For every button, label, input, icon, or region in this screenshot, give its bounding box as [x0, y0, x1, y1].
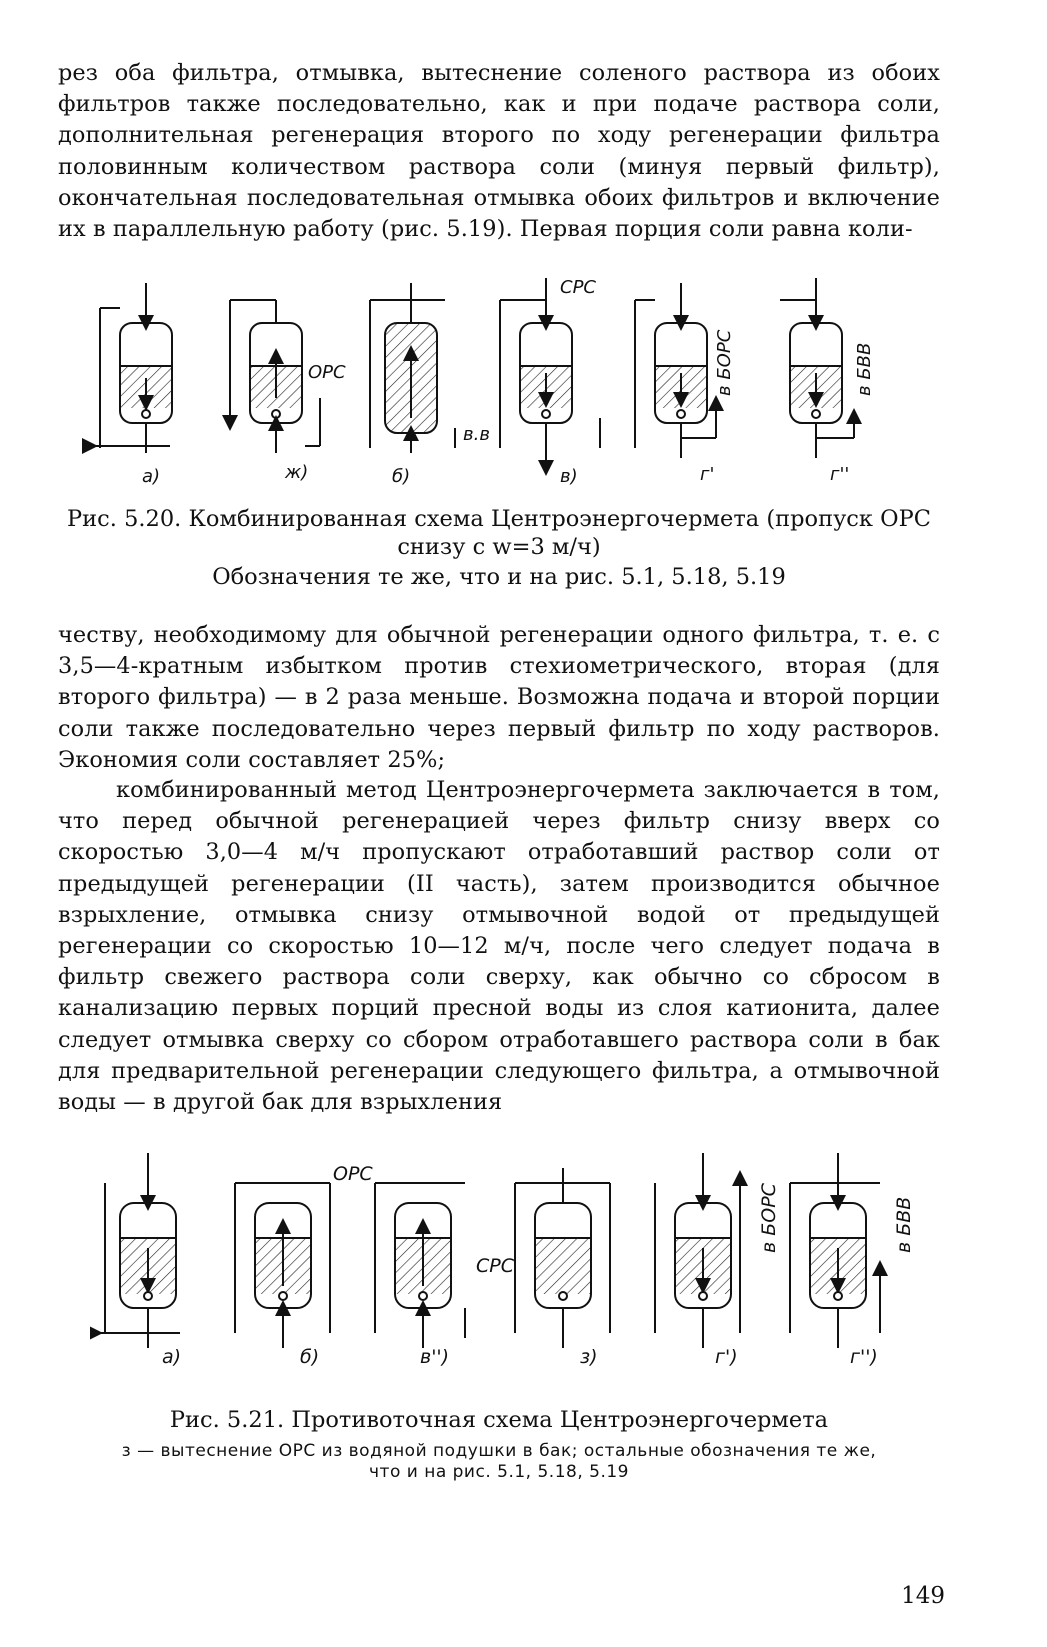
- label-b: б): [392, 466, 411, 487]
- figure-5-21-caption-line3: что и на рис. 5.1, 5.18, 5.19: [369, 1462, 629, 1482]
- paragraph-top: рез оба фильтра, отмывка, вытеснение соленого раствора из обоих фильтров также последовательно, как и при подаче раствора соли, дополнительная регенерация второго по ходу регенерации фильтра половинным количеством раствора соли (минуя первый фильтр), окончательная последовательная отмывка обоих фильтров и включение их в параллельную работу (рис. 5.19). Первая порция соли равна коли-: [58, 60, 940, 243]
- figure-5-20-caption-line2: снизу с w=3 м/ч): [397, 534, 601, 560]
- vessel2-a: [95, 1153, 180, 1348]
- paragraph-middle: честву, необходимому для обычной регенерации одного фильтра, т. е. с 3,5—4-кратным избытком против стехиометрического, вторая (для второго фильтра) — в 2 раза меньше. Возможна подача и второй порции соли также последовательно через первый фильтр по ходу растворов. Экономия соли составляет 25%;: [58, 622, 940, 773]
- label2-v2: в''): [420, 1346, 450, 1368]
- vessel2-z: [515, 1168, 610, 1348]
- vessel-a: [90, 283, 172, 453]
- figure-5-20-caption-line3: Обозначения те же, что и на рис. 5.1, 5.18, 5.19: [212, 564, 786, 590]
- vessel-g1: [635, 283, 716, 458]
- label-vv: в.в: [463, 424, 490, 445]
- label-g2: г'': [830, 464, 850, 485]
- label-bvv: в БВВ: [854, 342, 875, 396]
- vessel-g2: [780, 278, 854, 458]
- vessel2-g1: [655, 1153, 740, 1348]
- vessel-zh: [230, 300, 320, 453]
- label-borc: в БОРС: [714, 329, 735, 396]
- label-ors: ОРС: [308, 362, 346, 383]
- label2-borc: в БОРС: [758, 1183, 780, 1253]
- label-srs: СРС: [560, 278, 596, 298]
- label2-z: з): [580, 1346, 598, 1368]
- label2-b: б): [300, 1346, 320, 1368]
- vessel2-b: [235, 1183, 330, 1348]
- label2-ors: ОРС: [333, 1163, 373, 1185]
- label-zh: ж): [285, 462, 309, 483]
- label2-bvv: в БВВ: [893, 1196, 915, 1253]
- label-g1: г': [700, 464, 715, 485]
- paragraph-bottom: комбинированный метод Центроэнергочермета заключается в том, что перед обычной регенерацией через фильтр снизу вверх со скоростью 3,0—4 м/ч пропускают отработавший раствор соли от предыдущей регенерации (II часть), затем производится обычное взрыхление, отмывка снизу отмывочной водой от предыдущей регенерации со скоростью 10—12 м/ч, после чего следует подача в фильтр свежего раствора соли сверху, как обычно со сбросом в канализацию первых порций пресной воды из слоя катионита, далее следует отмывка сверху со сбором отработавшего раствора соли в бак для предварительной регенерации следующего фильтра, а отмывочной воды — в другой бак для взрыхления: [58, 777, 940, 1116]
- label2-srs: СРС: [476, 1255, 514, 1277]
- label2-g2: г''): [850, 1346, 878, 1368]
- label2-a: а): [162, 1346, 182, 1368]
- vessel2-v2: [375, 1183, 465, 1348]
- label2-g1: г'): [715, 1346, 738, 1368]
- vessel-v: [500, 278, 600, 468]
- figure-5-21-caption-line2: з — вытеснение ОРС из водяной подушки в бак; остальные обозначения те же,: [121, 1441, 877, 1461]
- vessel2-g2: [790, 1153, 880, 1348]
- figure-5-21: [90, 1148, 960, 1378]
- figure-5-20: [80, 278, 960, 500]
- label-v: в): [560, 466, 578, 487]
- vessel-b: [370, 283, 455, 453]
- page-number: 149: [901, 1583, 945, 1609]
- figure-5-20-caption-line1: Рис. 5.20. Комбинированная схема Центроэнергочермета (пропуск ОРС: [67, 506, 931, 532]
- figure-5-21-caption-line1: Рис. 5.21. Противоточная схема Центроэнергочермета: [169, 1407, 829, 1433]
- label-a: а): [142, 466, 161, 487]
